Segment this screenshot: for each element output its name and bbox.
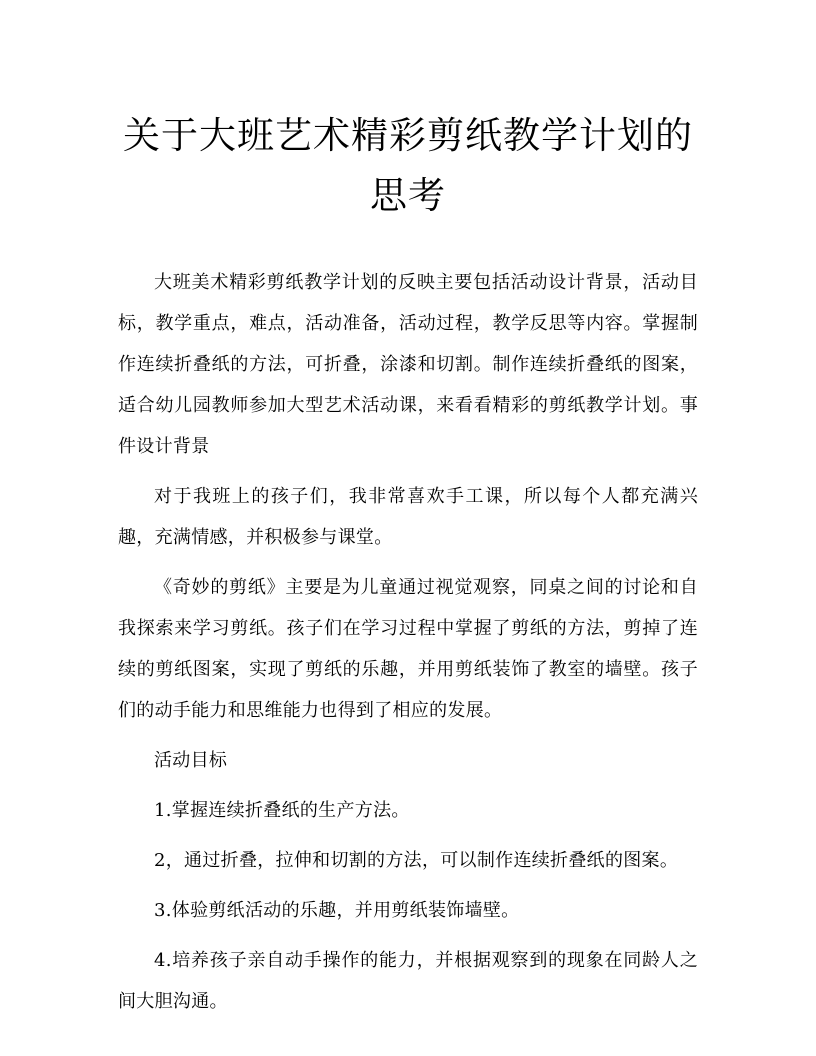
page-title: 关于大班艺术精彩剪纸教学计划的思考 xyxy=(123,114,693,217)
goal-item-4: 4.培养孩子亲自动手操作的能力，并根据观察到的现象在同龄人之间大胆沟通。 xyxy=(118,950,698,1012)
section-heading-activity-goals: 活动目标 xyxy=(154,750,228,771)
document-body xyxy=(118,262,698,1031)
goal-item-2: 2，通过折叠，拉伸和切割的方法，可以制作连续折叠纸的图案。 xyxy=(154,850,679,871)
goal-item-1: 1.掌握连续折叠纸的生产方法。 xyxy=(154,800,410,821)
paragraph-intro: 大班美术精彩剪纸教学计划的反映主要包括活动设计背景，活动目标，教学重点，难点，活动准备，活动过程，教学反思等内容。掌握制作连续折叠纸的方法，可折叠，涂漆和切割。制作连续折叠纸的图案，适合幼儿园教师参加大型艺术活动课，来看看精彩的剪纸教学计划。事件设计背景 xyxy=(118,272,698,457)
paragraph-wonderful-paper-cutting: 《奇妙的剪纸》主要是为儿童通过视觉观察，同桌之间的讨论和自我探索来学习剪纸。孩子们在学习过程中掌握了剪纸的方法，剪掉了连续的剪纸图案，实现了剪纸的乐趣，并用剪纸装饰了教室的墙壁。孩子们的动手能力和思维能力也得到了相应的发展。 xyxy=(118,577,698,721)
goal-item-3: 3.体验剪纸活动的乐趣，并用剪纸装饰墙壁。 xyxy=(154,900,520,921)
paragraph-class-interest: 对于我班上的孩子们，我非常喜欢手工课，所以每个人都充满兴趣，充满情感，并积极参与课堂。 xyxy=(118,486,698,548)
